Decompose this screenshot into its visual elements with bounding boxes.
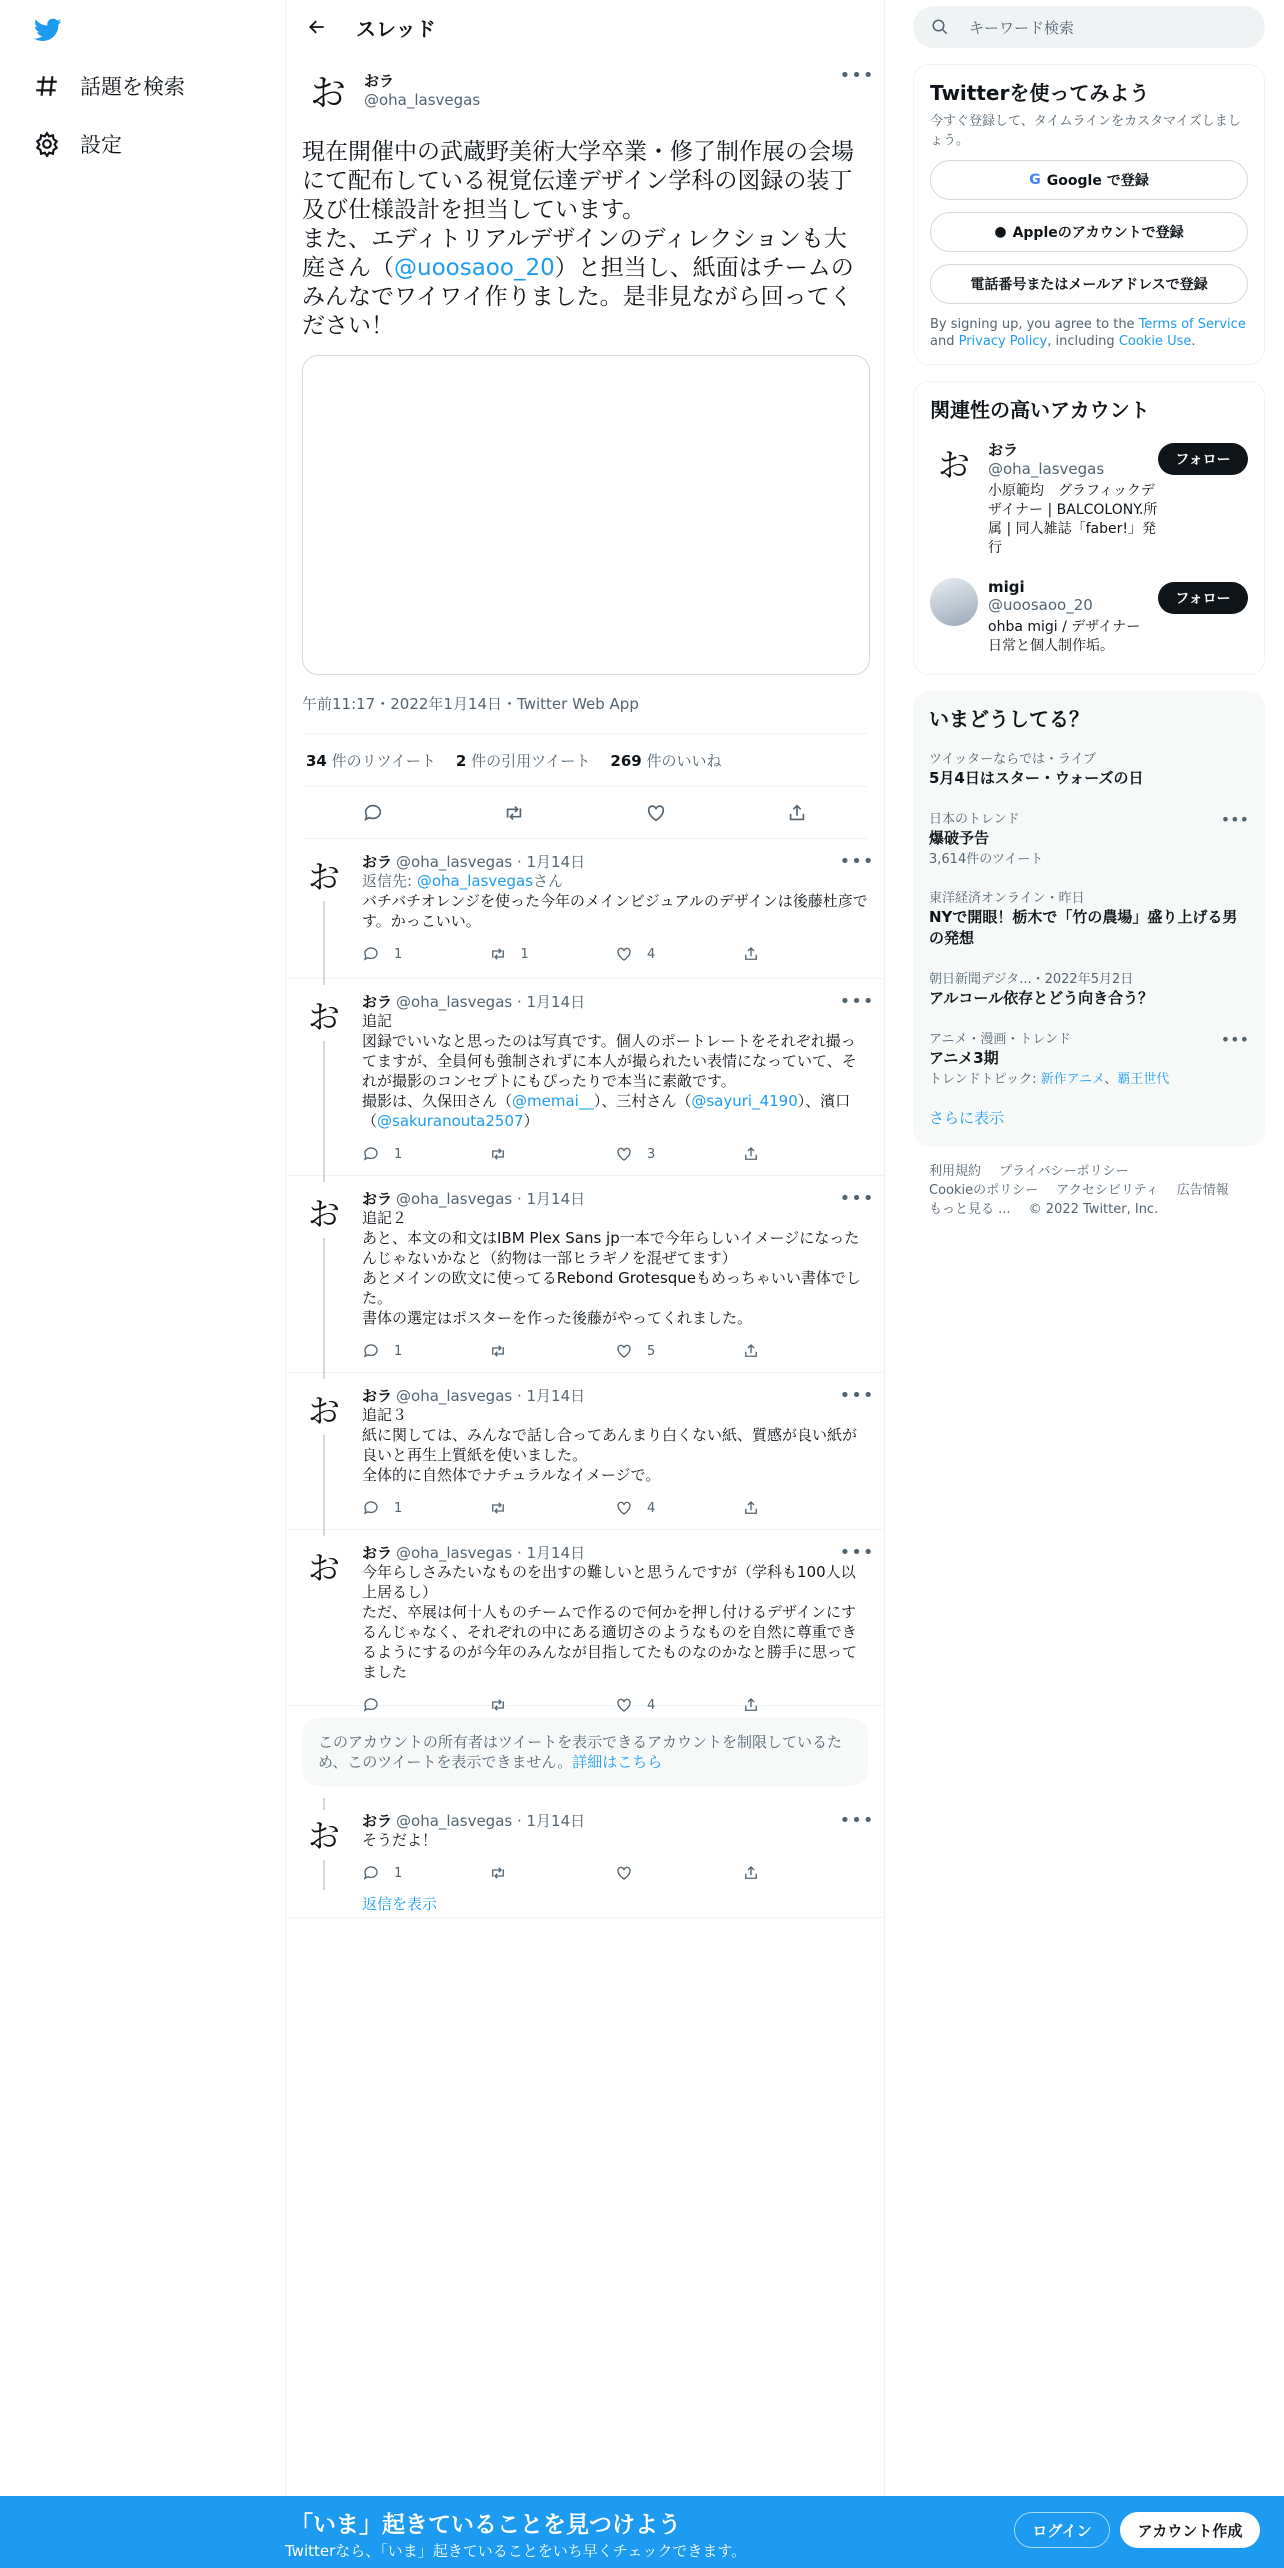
trend-item[interactable]: 東洋経済オンライン・昨日 NYで開眼！栃木で「竹の農場」盛り上げる男の発想 <box>929 891 1238 947</box>
reply-button[interactable]: 1 <box>362 945 489 963</box>
nav-settings[interactable] <box>34 124 122 164</box>
retweet-icon <box>489 945 507 963</box>
reply-button[interactable]: 1 <box>362 1145 489 1163</box>
reply-tweet[interactable] <box>286 1176 884 1373</box>
more-options-icon[interactable]: ••• <box>839 1384 875 1406</box>
search-placeholder: キーワード検索 <box>969 18 1075 37</box>
reply-actions <box>362 1491 868 1525</box>
tweet-media[interactable] <box>302 355 870 675</box>
follow-button[interactable]: フォロー <box>1158 582 1248 614</box>
share-button[interactable] <box>742 1696 869 1714</box>
like-icon <box>615 1342 633 1360</box>
main-column <box>285 0 885 2496</box>
reply-actions <box>362 1334 868 1368</box>
trend-topic-link[interactable]: 新作アニメ <box>1040 1072 1105 1087</box>
like-button[interactable]: 5 <box>615 1342 742 1360</box>
trends-panel <box>913 691 1265 1146</box>
retweet-icon <box>489 1342 507 1360</box>
tweet-timestamp[interactable]: 午前11:17・2022年1月14日・Twitter Web App <box>302 695 639 713</box>
reply-text: 今年らしさみたいなものを出すの難しいと思うんですが（学科も100人以上居るし） ただ、卒展は何十人ものチームで作るので何かを押し付けるデザインにするんじゃなく、それぞれの中にある適切さのようなものを自然に尊重できるようにするのが今年のみんなが目指してたものなのかなと勝手に思ってました <box>362 1563 858 1681</box>
reply-author-handle[interactable]: @oha_lasvegas · 1月14日 <box>396 1543 586 1562</box>
retweet-button[interactable]: 1 <box>489 945 616 963</box>
reply-button[interactable]: 1 <box>362 1342 489 1360</box>
google-signup-button[interactable]: G Google で登録 <box>930 160 1248 200</box>
share-icon <box>742 1696 760 1714</box>
reply-author-name[interactable]: おラ <box>362 1386 393 1405</box>
like-button[interactable]: 3 <box>615 1145 742 1163</box>
reply-to: 返信先: @oha_lasvegasさん <box>362 872 564 890</box>
main-tweet <box>286 54 884 839</box>
mention-link[interactable]: @memai__ <box>512 1092 594 1110</box>
nav-explore-label: 話題を検索 <box>80 75 185 99</box>
reply-button[interactable] <box>362 1696 489 1714</box>
bottom-bar-subtitle: Twitterなら、「いま」起きていることをいち早くチェックできます。 <box>285 2542 747 2560</box>
nav-settings-label: 設定 <box>80 133 122 157</box>
apple-signup-button[interactable]: ● Appleのアカウントで登録 <box>930 212 1248 252</box>
account-bio: 小原範均 グラフィックデザイナー | BALCOLONY.所属 | 同人雑誌「faber!」発行 <box>988 483 1158 556</box>
search-icon <box>931 18 949 36</box>
reply-text: 追記 図録でいいなと思ったのは写真です。個人のポートレートをそれぞれ撮ってますが、全員何も強制されずに本人が撮られたい表情になっていて、それが撮影のコンセプトにもぴったりで本当に素敵です。 撮影は、久保田さん（@memai__）、三村さん（@sayuri_4190）、濱口（@sakuranouta2507） <box>362 1012 857 1130</box>
reply-author-handle[interactable]: @oha_lasvegas · 1月14日 <box>396 1386 586 1405</box>
reply-author-handle[interactable]: @oha_lasvegas · 1月14日 <box>396 992 586 1011</box>
signup-title: Twitterを使ってみよう <box>930 81 1150 105</box>
back-arrow-icon <box>307 17 327 37</box>
like-icon <box>615 1499 633 1517</box>
signup-button[interactable]: アカウント作成 <box>1120 2512 1260 2548</box>
mention-link[interactable]: @sayuri_4190 <box>691 1092 798 1110</box>
thread-connector <box>323 1238 325 1379</box>
right-sidebar <box>913 0 1265 1235</box>
footer-link[interactable]: 利用規約 <box>929 1164 982 1179</box>
like-button[interactable] <box>615 1864 742 1882</box>
like-button[interactable]: 4 <box>615 1499 742 1517</box>
share-button[interactable] <box>742 945 869 963</box>
reply-icon <box>362 1696 380 1714</box>
author-name[interactable]: おラ <box>364 72 395 90</box>
tweet-text-part: ）と担当し、紙面はチームのみんなでワイワイ作りました。是非見ながら回ってください！ <box>302 255 854 339</box>
share-icon[interactable] <box>786 802 808 824</box>
retweet-icon <box>489 1499 507 1517</box>
reply-button[interactable]: 1 <box>362 1499 489 1517</box>
reply-tweet[interactable] <box>286 979 884 1176</box>
page-title: スレッド <box>356 16 436 41</box>
retweet-icon <box>489 1864 507 1882</box>
author-handle[interactable]: @oha_lasvegas <box>364 91 481 109</box>
reply-tweet[interactable] <box>286 1798 884 1918</box>
mention-link[interactable]: @sakuranouta2507 <box>377 1112 524 1130</box>
more-options-icon[interactable]: ••• <box>839 64 875 86</box>
learn-more-link[interactable]: 詳細はこちら <box>572 1753 663 1771</box>
account-bio: ohba migi / デザイナー 日常と個人制作垢。 <box>988 619 1141 654</box>
thread-connector <box>323 1798 325 1810</box>
left-nav <box>0 0 285 2496</box>
apple-icon: ● <box>994 224 1007 240</box>
more-options-icon[interactable]: ••• <box>839 990 875 1012</box>
signup-panel <box>913 64 1265 365</box>
google-icon: G <box>1029 172 1041 188</box>
tweet-text <box>302 138 868 341</box>
reply-tweet[interactable] <box>286 1530 884 1713</box>
phone-email-signup-button[interactable]: 電話番号またはメールアドレスで登録 <box>930 264 1248 304</box>
like-button[interactable]: 4 <box>615 1696 742 1714</box>
show-more-link[interactable]: さらに表示 <box>929 1109 1005 1127</box>
footer-link[interactable]: Cookieのポリシー <box>929 1183 1039 1198</box>
reply-tweet[interactable] <box>286 1373 884 1530</box>
share-button[interactable] <box>742 1145 869 1163</box>
thread-connector <box>323 1041 325 1182</box>
quote-count[interactable]: 2 件の引用ツイート <box>455 751 591 770</box>
retweet-icon <box>489 1145 507 1163</box>
replies-list <box>286 839 884 1918</box>
share-button[interactable] <box>742 1499 869 1517</box>
tweet-stats <box>302 733 868 787</box>
account-name: おラ <box>988 441 1019 459</box>
share-icon <box>742 1145 760 1163</box>
terms-text: By signing up, you agree to the Terms of Service and Privacy Policy, including Cookie Use. <box>930 317 1246 349</box>
footer-link[interactable]: 広告情報 <box>1176 1183 1229 1198</box>
bottom-bar-title: 「いま」起きていることを見つけよう <box>290 2512 681 2538</box>
like-icon <box>615 1145 633 1163</box>
tweet-text-part: 現在開催中の武蔵野美術大学卒業・修了制作展の会場にて配布している視覚伝達デザイン学科の図録の装丁及び仕様設計を担当しています。 また、エディトリアルデザインのディレクションも大庭さん（ <box>302 139 854 281</box>
thread-connector <box>323 1860 325 1890</box>
reply-author-name[interactable]: おラ <box>362 852 393 871</box>
reply-text: バチバチオレンジを使った今年のメインビジュアルのデザインは後藤杜彦です。かっこいい。 <box>362 892 868 930</box>
hashtag-icon <box>34 73 60 99</box>
share-icon <box>742 1342 760 1360</box>
trends-title: いまどうしてる？ <box>929 707 1089 731</box>
bottom-signup-bar <box>0 2496 1284 2568</box>
account-handle: @oha_lasvegas <box>988 460 1105 478</box>
retweet-icon[interactable] <box>503 802 525 824</box>
more-options-icon[interactable]: ••• <box>839 1809 875 1831</box>
twitter-logo-icon[interactable] <box>32 16 64 44</box>
retweet-button[interactable] <box>489 1342 616 1360</box>
mention-link[interactable]: @uoosaoo_20 <box>394 255 555 281</box>
like-button[interactable]: 4 <box>615 945 742 963</box>
back-button[interactable] <box>302 12 332 42</box>
nav-explore[interactable] <box>34 66 185 106</box>
like-icon <box>615 1696 633 1714</box>
more-options-icon[interactable]: ••• <box>1220 1030 1249 1049</box>
avatar[interactable]: お <box>302 1812 346 1856</box>
reply-author-name[interactable]: おラ <box>362 1543 393 1562</box>
reply-text: そうだよ！ <box>362 1831 438 1849</box>
account-handle: @uoosaoo_20 <box>988 596 1093 614</box>
signup-subtitle: 今すぐ登録して、タイムラインをカスタマイズしましょう。 <box>930 114 1241 148</box>
account-row[interactable] <box>914 429 1264 568</box>
reply-icon <box>362 1864 380 1882</box>
retweet-icon <box>489 1696 507 1714</box>
gear-icon <box>34 131 60 157</box>
account-row[interactable] <box>914 568 1264 666</box>
search-input[interactable] <box>913 6 1265 48</box>
more-options-icon[interactable]: ••• <box>839 1541 875 1563</box>
reply-text: 追記３ 紙に関しては、みんなで話し合ってあんまり白くない紙、質感が良い紙が良いと再生上質紙を使いました。 全体的に自然体でナチュラルなイメージで。 <box>362 1406 858 1484</box>
retweet-button[interactable] <box>489 1145 616 1163</box>
share-button[interactable] <box>742 1342 869 1360</box>
reply-actions <box>362 1688 868 1722</box>
reply-icon <box>362 1145 380 1163</box>
footer-link[interactable]: アクセシビリティ <box>1056 1183 1159 1198</box>
retweet-button[interactable] <box>489 1499 616 1517</box>
cookie-link[interactable]: Cookie Use <box>1118 334 1192 349</box>
more-options-icon[interactable]: ••• <box>839 850 875 872</box>
login-button[interactable]: ログイン <box>1014 2512 1110 2548</box>
more-options-icon[interactable]: ••• <box>1220 810 1249 829</box>
privacy-link[interactable]: Privacy Policy <box>958 334 1048 349</box>
reply-icon[interactable] <box>362 802 384 824</box>
reply-to-link[interactable]: @oha_lasvegas <box>416 872 534 890</box>
more-options-icon[interactable]: ••• <box>839 1187 875 1209</box>
thread-header <box>286 0 884 54</box>
share-icon <box>742 1499 760 1517</box>
share-button[interactable] <box>742 1864 869 1882</box>
copyright: © 2022 Twitter, Inc. <box>1028 1202 1159 1217</box>
account-name: migi <box>988 578 1025 596</box>
restricted-tweet-notice: このアカウントの所有者はツイートを表示できるアカウントを制限しているため、このツイートを表示できません。詳細はこちら <box>302 1718 868 1786</box>
terms-link[interactable]: Terms of Service <box>1138 317 1246 332</box>
like-count[interactable]: 269 件のいいね <box>610 751 722 770</box>
follow-button[interactable]: フォロー <box>1158 443 1248 475</box>
retweet-count[interactable]: 34 件のリツイート <box>306 751 436 770</box>
trend-item[interactable]: アニメ・漫画・トレンド アニメ3期 トレンドトピック: 新作アニメ、覇王世代 ••• <box>929 1030 1249 1087</box>
avatar[interactable]: お <box>302 64 354 116</box>
like-icon[interactable] <box>645 802 667 824</box>
avatar[interactable]: お <box>302 1544 346 1588</box>
trend-item[interactable]: 日本のトレンド 爆破予告 3,614件のツイート ••• <box>929 810 1249 867</box>
retweet-button[interactable] <box>489 1864 616 1882</box>
footer-link[interactable]: プライバシーポリシー <box>999 1164 1129 1179</box>
reply-tweet[interactable] <box>286 839 884 979</box>
thread-connector <box>323 901 325 985</box>
reply-author-handle[interactable]: @oha_lasvegas · 1月14日 <box>396 1811 586 1830</box>
share-icon <box>742 945 760 963</box>
avatar[interactable]: お <box>302 993 346 1037</box>
footer-links <box>913 1146 1265 1235</box>
reply-author-name[interactable]: おラ <box>362 1189 393 1208</box>
reply-author-name[interactable]: おラ <box>362 1811 393 1830</box>
reply-author-handle[interactable]: @oha_lasvegas · 1月14日 <box>396 852 586 871</box>
trend-topic-link[interactable]: 覇王世代 <box>1117 1072 1170 1087</box>
reply-icon <box>362 1342 380 1360</box>
avatar[interactable] <box>930 578 978 626</box>
related-title: 関連性の高いアカウント <box>930 398 1150 422</box>
reply-actions <box>362 937 868 971</box>
show-replies-link[interactable]: 返信を表示 <box>362 1895 438 1913</box>
avatar[interactable]: お <box>302 1387 346 1431</box>
related-accounts-panel <box>913 381 1265 675</box>
footer-link[interactable]: もっと見る ... <box>929 1202 1011 1217</box>
avatar[interactable]: お <box>302 1190 346 1234</box>
tweet-actions <box>302 787 868 839</box>
reply-icon <box>362 1499 380 1517</box>
like-icon <box>615 1864 633 1882</box>
reply-author-handle[interactable]: @oha_lasvegas · 1月14日 <box>396 1189 586 1208</box>
trend-item[interactable]: ツイッターならでは・ライブ 5月4日はスター・ウォーズの日 <box>929 752 1144 787</box>
share-icon <box>742 1864 760 1882</box>
reply-text: 追記２ あと、本文の和文はIBM Plex Sans jp一本で今年らしいイメージになったんじゃないかなと（約物は一部ヒラギノを混ぜてます） あとメインの欧文に使ってるRebond Grotesqueもめっちゃいい書体でした。 書体の選定はポスターを作った後藤がやってくれました。 <box>362 1209 861 1327</box>
reply-actions <box>362 1137 868 1171</box>
avatar[interactable]: お <box>302 853 346 897</box>
reply-actions <box>362 1856 868 1890</box>
trend-item[interactable]: 朝日新聞デジタ...・2022年5月2日 アルコール依存とどう向き合う？ <box>929 972 1154 1007</box>
avatar[interactable]: お <box>930 439 978 487</box>
like-icon <box>615 945 633 963</box>
reply-author-name[interactable]: おラ <box>362 992 393 1011</box>
reply-icon <box>362 945 380 963</box>
reply-button[interactable]: 1 <box>362 1864 489 1882</box>
thread-connector <box>323 1435 325 1536</box>
retweet-button[interactable] <box>489 1696 616 1714</box>
